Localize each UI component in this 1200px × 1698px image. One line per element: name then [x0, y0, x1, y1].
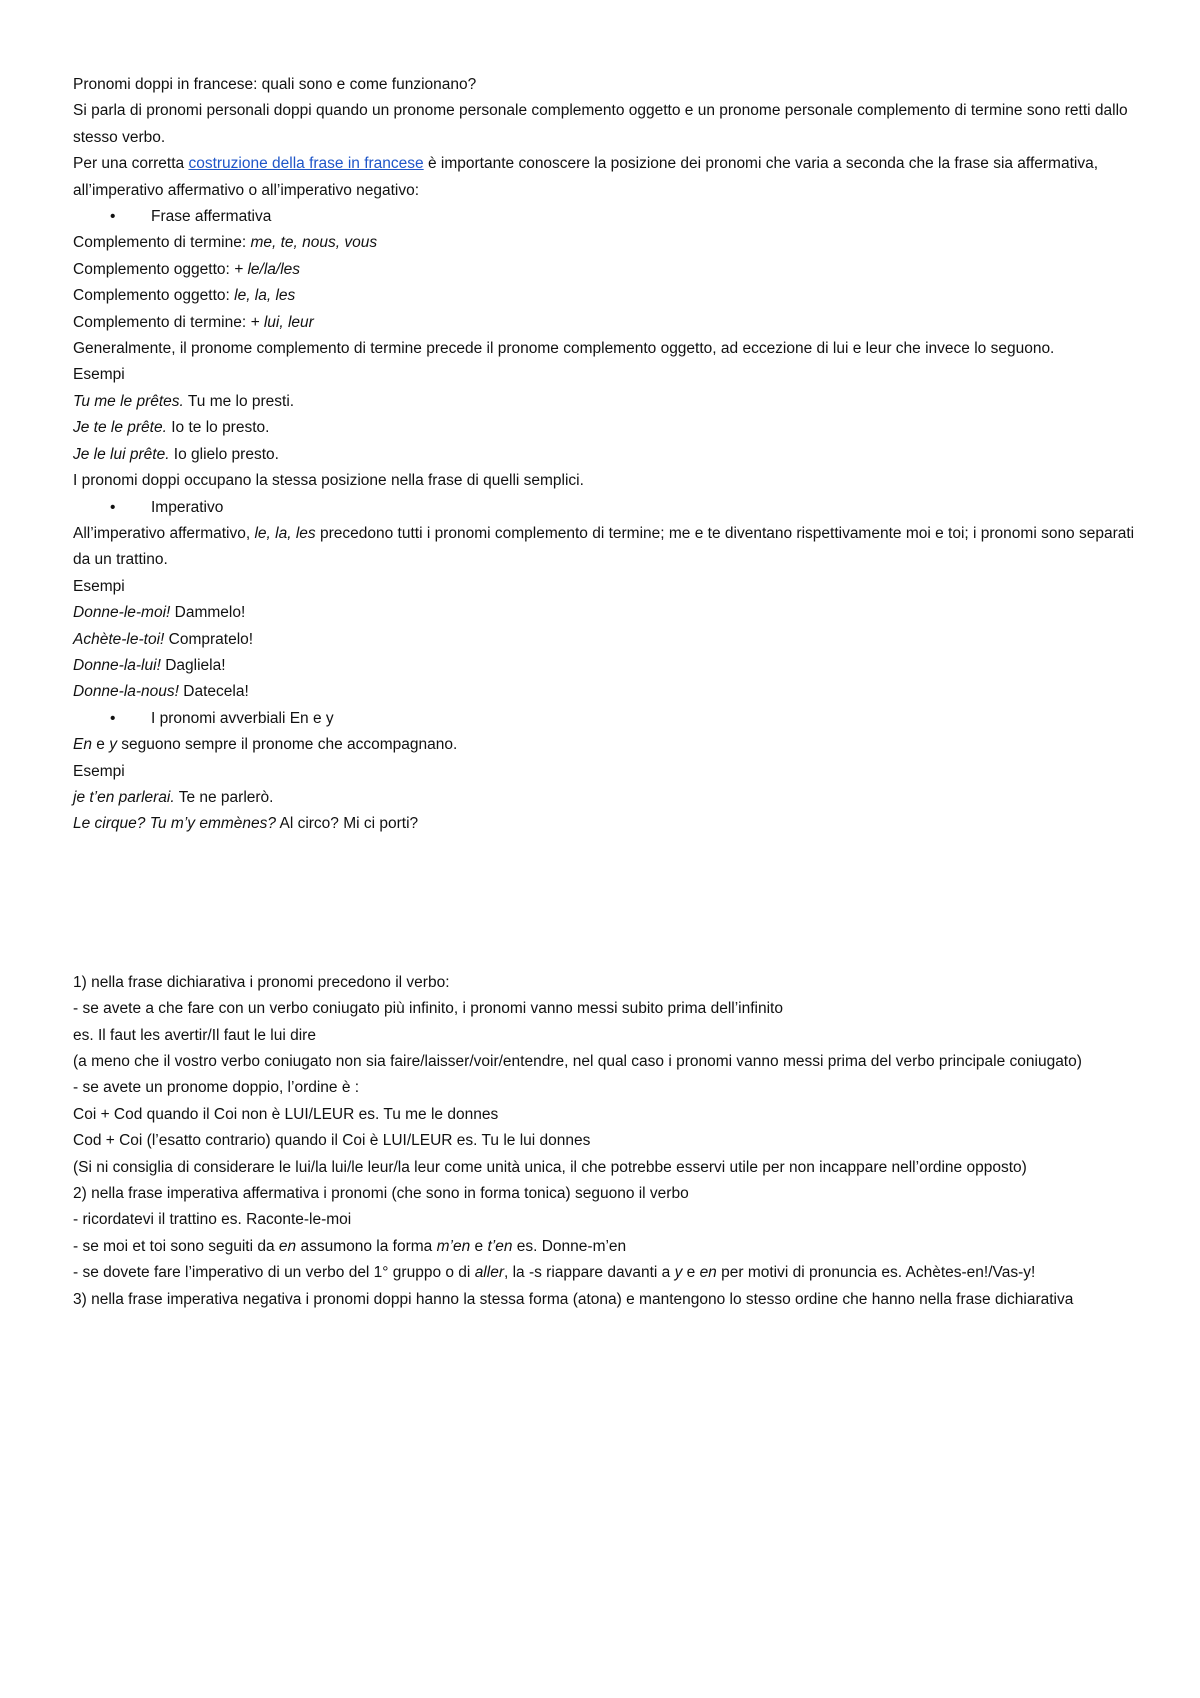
- rule-label: Complemento di termine:: [73, 234, 251, 252]
- example-french: Donne-la-nous!: [73, 683, 179, 701]
- bullet-imperativo: [73, 495, 1140, 521]
- rule-value: le, la, les: [234, 287, 296, 305]
- example-row: [73, 442, 1140, 468]
- rule-1d: - se avete un pronome doppio, l’ordine è :: [73, 1079, 360, 1097]
- example-italian: Datecela!: [178, 683, 249, 701]
- rule-value: + le/la/les: [234, 260, 301, 278]
- text-span-italic: y: [674, 1264, 683, 1282]
- text-span: seguono sempre il pronome che accompagnano.: [116, 736, 458, 754]
- intro-paragraph-1: Si parla di pronomi personali doppi quando un pronome personale complemento oggetto e un pronome personale complemento di termine sono retti dallo stesso verbo.: [73, 102, 1128, 146]
- example-french: Achète-le-toi!: [73, 630, 165, 648]
- bullet-pronomi-avverbiali: [73, 706, 1140, 732]
- example-french: Je te le prête.: [73, 419, 167, 437]
- bullet-dot: •: [110, 498, 116, 516]
- examples-label: Esempi: [73, 762, 125, 780]
- example-row: [73, 389, 1140, 415]
- text-span: - se moi et toi sono seguiti da: [73, 1237, 279, 1255]
- section-heading: Imperativo: [151, 498, 224, 516]
- example-french: Donne-le-moi!: [73, 604, 171, 622]
- rule-label: Complemento di termine:: [73, 313, 251, 331]
- text-span-italic: En: [73, 736, 92, 754]
- examples-label: Esempi: [73, 366, 125, 384]
- example-italian: Tu me lo presti.: [183, 392, 295, 410]
- example-italian: Al circo? Mi ci porti?: [276, 815, 419, 833]
- blank-space: [73, 838, 1140, 970]
- avverbiali-sentence: [73, 732, 1140, 758]
- rule-2b: [73, 1234, 1140, 1260]
- example-row: [73, 415, 1140, 441]
- rule-1g: (Si ni consiglia di considerare le lui/la lui/le leur/la leur come unità unica, il che potrebbe esservi utile per non incappare nell’ordine opposto): [73, 1158, 1027, 1176]
- example-italian: Io glielo presto.: [169, 445, 279, 463]
- text-span: e: [470, 1237, 488, 1255]
- text-span-italic: en: [699, 1264, 717, 1282]
- example-italian: Io te lo presto.: [166, 419, 270, 437]
- example-french: Je le lui prête.: [73, 445, 170, 463]
- rule-3: 3) nella frase imperativa negativa i pronomi doppi hanno la stessa forma (atona) e mantengono lo stesso ordine che hanno nella frase dichiarativa: [73, 1290, 1074, 1308]
- frase-francese-link[interactable]: costruzione della frase in francese: [188, 155, 424, 173]
- general-rule: Generalmente, il pronome complemento di termine precede il pronome complemento oggetto, ad eccezione di lui e leur che invece lo seguono.: [73, 340, 1055, 358]
- example-italian: Dammelo!: [170, 604, 246, 622]
- rule-2a: - ricordatevi il trattino es. Raconte-le-moi: [73, 1211, 352, 1229]
- examples-label: Esempi: [73, 577, 125, 595]
- text-span-italic: y: [109, 736, 117, 754]
- example-french: Donne-la-lui!: [73, 656, 161, 674]
- example-row: [73, 600, 1140, 626]
- text-span-italic: en: [278, 1237, 297, 1255]
- bullet-frase-affermativa: [73, 204, 1140, 230]
- rule-row: [73, 283, 1140, 309]
- example-italian: Compratelo!: [164, 630, 254, 648]
- rule-label: Complemento oggetto:: [73, 287, 235, 305]
- rule-1e: Coi + Cod quando il Coi non è LUI/LEUR es. Tu me le donnes: [73, 1105, 499, 1123]
- example-row: [73, 679, 1140, 705]
- rule-value: + lui, leur: [250, 313, 314, 331]
- rule-2c: [73, 1260, 1140, 1286]
- document-title: Pronomi doppi in francese: quali sono e come funzionano?: [73, 76, 477, 93]
- rule-value: me, te, nous, vous: [250, 234, 378, 252]
- text-span: e: [682, 1264, 700, 1282]
- intro-text-after: è importante conoscere la posizione dei pronomi che varia a seconda che la frase sia affermativa, all’imperativo affermativo o all’imperativo negativo:: [73, 155, 1099, 199]
- example-french: Le cirque? Tu m’y emmènes?: [73, 815, 277, 833]
- intro-paragraph-2: [73, 151, 1140, 204]
- rule-1f: Cod + Coi (l’esatto contrario) quando il Coi è LUI/LEUR es. Tu le lui donnes: [73, 1132, 591, 1150]
- text-span-italic: aller: [474, 1264, 504, 1282]
- rule-row: [73, 230, 1140, 256]
- text-span: assumono la forma: [296, 1237, 437, 1255]
- rule-2: 2) nella frase imperativa affermativa i pronomi (che sono in forma tonica) seguono il verbo: [73, 1185, 689, 1203]
- rule-label: Complemento oggetto:: [73, 260, 235, 278]
- bullet-dot: •: [110, 709, 116, 727]
- text-span-italic: m’en: [436, 1237, 471, 1255]
- example-row: [73, 653, 1140, 679]
- imperativo-paragraph: [73, 521, 1140, 574]
- text-span: precedono tutti i pronomi complemento di termine; me e te diventano rispettivamente moi e toi; i pronomi sono separati da un trattino.: [73, 524, 1135, 569]
- example-row: [73, 811, 1140, 837]
- text-span: All’imperativo affermativo,: [73, 524, 255, 542]
- text-span: e: [91, 736, 110, 754]
- rule-1b: es. Il faut les avertir/Il faut le lui dire: [73, 1026, 316, 1044]
- section-heading: I pronomi avverbiali En e y: [151, 709, 334, 727]
- rule-1a: - se avete a che fare con un verbo coniugato più infinito, i pronomi vanno messi subito prima dell’infinito: [73, 1000, 783, 1018]
- text-span: , la -s riappare davanti a: [503, 1264, 675, 1282]
- note-line: I pronomi doppi occupano la stessa posizione nella frase di quelli semplici.: [73, 472, 584, 490]
- rule-1: 1) nella frase dichiarativa i pronomi precedono il verbo:: [73, 973, 450, 991]
- example-italian: Te ne parlerò.: [174, 788, 274, 806]
- text-span-italic: le, la, les: [254, 524, 316, 542]
- rule-row: [73, 257, 1140, 283]
- text-span: per motivi di pronuncia es. Achètes-en!/Vas-y!: [716, 1264, 1036, 1282]
- text-span-italic: t’en: [487, 1237, 513, 1255]
- example-french: Tu me le prêtes.: [73, 392, 184, 410]
- rule-1c: (a meno che il vostro verbo coniugato non sia faire/laisser/voir/entendre, nel qual caso i pronomi vanno messi prima del verbo principale coniugato): [73, 1053, 1082, 1070]
- rule-row: [73, 310, 1140, 336]
- example-italian: Dagliela!: [160, 656, 226, 674]
- intro-text-before: Per una corretta: [73, 155, 189, 173]
- text-span: es. Donne-m’en: [512, 1237, 627, 1255]
- text-span: - se dovete fare l’imperativo di un verbo del 1° gruppo o di: [73, 1264, 475, 1282]
- example-row: [73, 627, 1140, 653]
- section-heading: Frase affermativa: [151, 208, 272, 226]
- example-french: je t’en parlerai.: [73, 788, 175, 806]
- bullet-dot: •: [110, 208, 116, 226]
- example-row: [73, 785, 1140, 811]
